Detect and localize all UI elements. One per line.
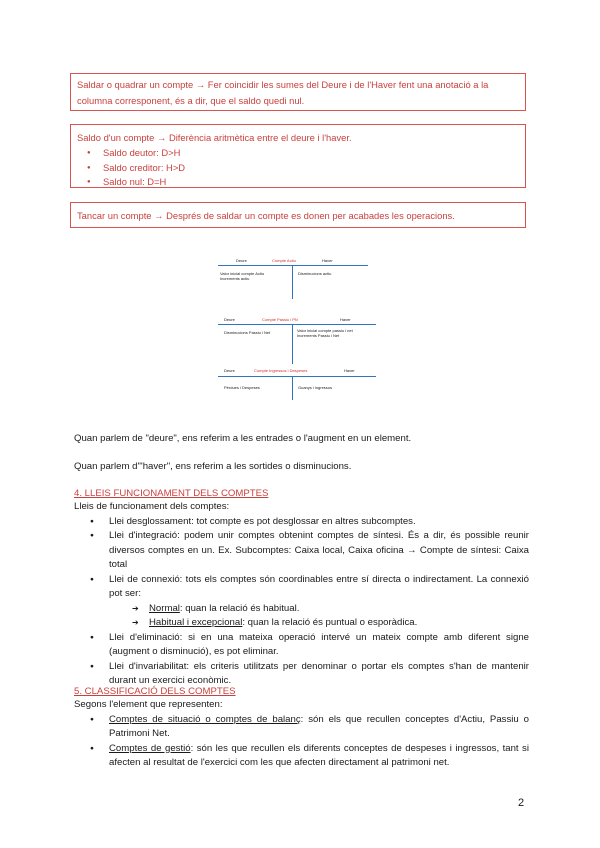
item-rest: : són els que recullen conceptes d'Actiu, Passiu o Patrimoni Net. <box>109 713 529 739</box>
item-term: Comptes de gestió <box>109 742 191 754</box>
item-rest: : són les que recullen els diferents conceptes de despeses i ingressos, tant si afecten al resultat de l'exercici com les que afecten directament al patrimoni net. <box>109 742 529 768</box>
t2-deure-label: Deure <box>224 317 235 322</box>
t3-horizontal-line <box>218 376 376 377</box>
t1-haver-label: Haver <box>322 258 333 263</box>
page-number: 2 <box>518 797 525 809</box>
definition-box-tancar <box>70 202 526 228</box>
t2-horizontal-line <box>218 324 376 325</box>
t3-left-text-1: Pèrdues i Despeses <box>224 385 260 390</box>
connexio-sublist <box>109 602 529 631</box>
box2-title: Saldo d'un compte → Diferència aritmètica entre el deure i l'haver. <box>77 132 352 143</box>
section-5-content <box>74 698 529 771</box>
sub-rest: : quan la relació és habitual. <box>179 602 300 614</box>
item-term: Comptes de situació o comptes de balanç <box>109 713 301 725</box>
definition-box-saldo <box>70 124 526 188</box>
t2-right-text-1: Valor inicial compte passiu i net <box>297 328 353 333</box>
list-item: ● Saldo deutor: D>H <box>103 146 519 161</box>
t2-title: Compte Passiu i PN <box>262 317 298 322</box>
section-5-intro: Segons l'element que representen: <box>74 699 223 710</box>
t3-deure-label: Deure <box>224 368 235 373</box>
box1-text: Saldar o quadrar un compte → Fer coincidir les sumes del Deure i de l'Haver fent una anotació a la columna corresponent, és a dir, que el saldo quedi nul. <box>77 79 489 106</box>
list-item: ● Llei d'integració: podem unir comptes obtenint comptes de síntesi. És a dir, és possible reunir diversos comptes en un. Ex. Subcomptes: Caixa local, Caixa oficina → Compte de síntesi: Caixa total <box>109 529 529 573</box>
t1-right-text-1: Disminucions actiu <box>298 271 332 276</box>
t1-left-text-1: Valor inicial compte Actiu <box>220 271 265 276</box>
definition-box-saldar <box>70 73 526 111</box>
sub-term: Normal <box>149 602 180 614</box>
list-item <box>149 602 529 617</box>
saldo-list <box>77 146 519 190</box>
paragraph-deure: Quan parlem de "deure", ens referim a les entrades o l'augment en un element. <box>74 433 412 444</box>
t3-right-text-1: Guanys i ingressos <box>298 385 333 390</box>
list-item <box>149 616 529 631</box>
t2-haver-label: Haver <box>340 317 351 322</box>
section-4-intro: Lleis de funcionament dels comptes: <box>74 501 230 512</box>
section-4-content <box>74 500 529 689</box>
t1-horizontal-line <box>218 265 368 266</box>
list-item: ● Llei d'invariabilitat: els criteris utilitzats per denominar o portar els comptes s'han de mantenir durant un exercici econòmic. <box>109 660 529 689</box>
box3-text: Tancar un compte → Després de saldar un compte es donen per acabades les operacions. <box>77 210 455 221</box>
list-item: ● Llei desglossament: tot compte es pot desglossar en altres subcomptes. <box>109 515 529 530</box>
list-item <box>109 713 529 742</box>
t3-haver-label: Haver <box>344 368 355 373</box>
list-item <box>109 742 529 771</box>
t1-title: Compte Actiu <box>272 258 296 263</box>
t2-left-text-1: Disminucions Passiu i Net <box>224 330 271 335</box>
list-item: ● Saldo creditor: H>D <box>103 161 519 176</box>
classification-list <box>74 713 529 771</box>
connexio-text: Llei de connexió: tots els comptes són coordinables entre sí directa o indirectament. La connexió pot ser: <box>109 573 529 599</box>
t3-vertical-line <box>292 376 293 400</box>
section-4-heading: 4. LLEIS FUNCIONAMENT DELS COMPTES <box>74 488 269 499</box>
list-item: ● Saldo nul: D=H <box>103 175 519 190</box>
list-item <box>109 573 529 631</box>
t-accounts-diagram <box>218 252 380 400</box>
sub-rest: : quan la relació és puntual o esporàdica. <box>242 617 418 628</box>
list-item: ● Llei d'eliminació: si en una mateixa operació intervé un mateix compte amb diferent signe (augment o disminució), es pot eliminar. <box>109 631 529 660</box>
t2-vertical-line <box>292 324 293 364</box>
sub-term: Habitual i excepcional <box>149 617 243 628</box>
t3-title: Compte Ingressos i Despeses <box>254 368 308 373</box>
t1-deure-label: Deure <box>236 258 247 263</box>
t2-right-text-2: Increments Passiu i Net <box>297 333 340 338</box>
laws-list <box>74 515 529 689</box>
section-5-heading: 5. CLASSIFICACIÓ DELS COMPTES <box>74 686 236 697</box>
t1-vertical-line <box>292 265 293 299</box>
t1-left-text-2: Increments actiu <box>220 276 250 281</box>
paragraph-haver: Quan parlem d'"haver", ens referim a les sortides o disminucions. <box>74 461 352 472</box>
